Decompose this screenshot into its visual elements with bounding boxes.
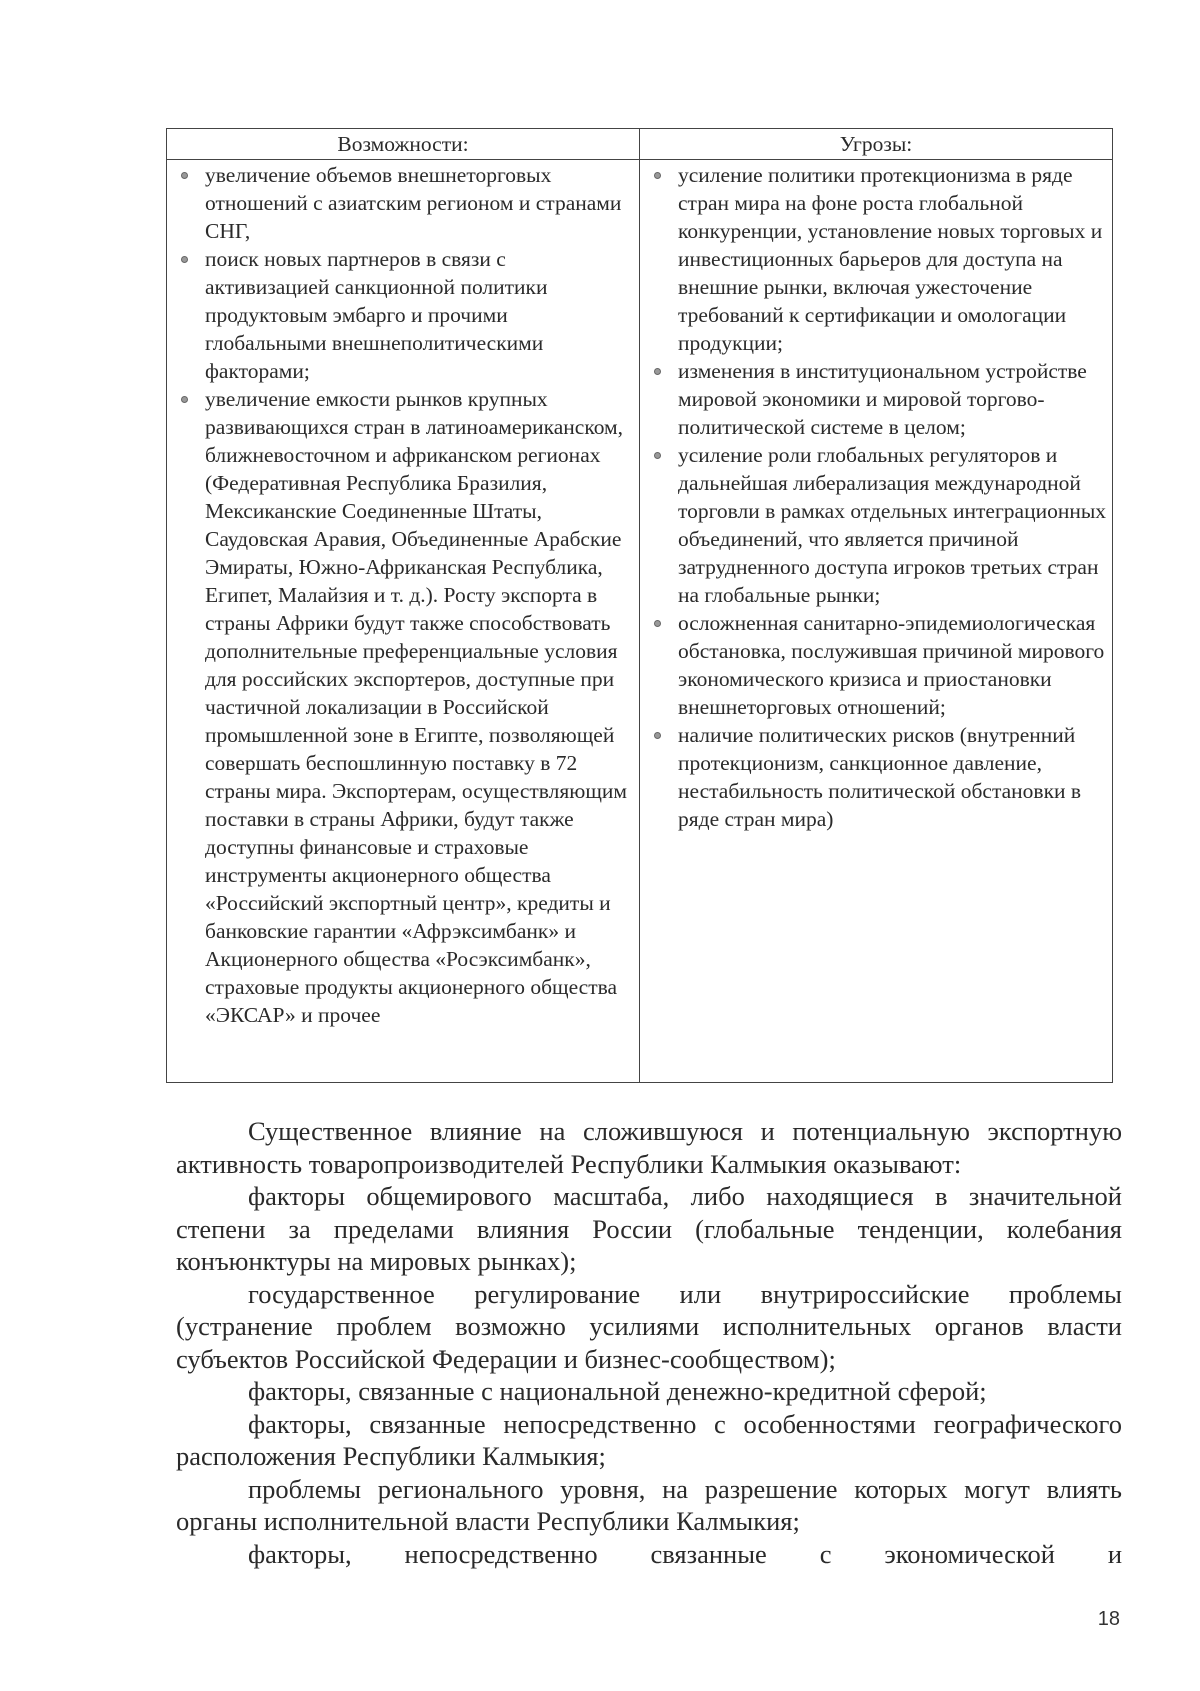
list-item: увеличение емкости рынков крупных развивающихся стран в латиноамериканском, ближневосточном и африканском регионах (Федеративная Республика Бразилия, Мексиканские Соединенные Штаты, Саудовская Аравия, Объединенные Арабские Эмираты, Южно-Африканская Республика, Египет, Малайзия и т. д.). Росту экспорта в страны Африки будут также способствовать дополнительные преференциальные условия для российских экспортеров, доступные при частичной локализации в Российской промышленной зоне в Египте, позволяющей совершать беспошлинную поставку в 72 страны мира. Экспортерам, осуществляющим поставки в страны Африки, будут также доступны финансовые и страховые инструменты акционерного общества «Российский экспортный центр», кредиты и банковские гарантии «Афрэксимбанк» и Акционерного общества «Росэксимбанк», страховые продукты акционерного общества «ЭКСАР» и прочее [205, 385, 631, 1029]
table-body-row [167, 160, 1113, 1083]
page-number: 18 [1097, 1608, 1120, 1630]
threats-header: Угрозы: [640, 129, 1113, 160]
opportunities-header: Возможности: [167, 129, 640, 160]
list-item: наличие политических рисков (внутренний протекционизм, санкционное давление, нестабильность политической обстановки в ряде стран мира) [678, 721, 1108, 833]
bullet-icon [654, 732, 661, 739]
list-item: увеличение объемов внешнеторговых отношений с азиатским регионом и странами СНГ, [205, 161, 631, 245]
opportunities-cell [167, 160, 640, 1083]
body-text [176, 1115, 1122, 1570]
table-header-row [167, 129, 1113, 160]
list-item: поиск новых партнеров в связи с активизацией санкционной политики продуктовым эмбарго и прочими глобальными внешнеполитическими факторами; [205, 245, 631, 385]
paragraph: государственное регулирование или внутрироссийские проблемы (устранение проблем возможно усилиями исполнительных органов власти субъектов Российской Федерации и бизнес-сообществом); [176, 1278, 1122, 1374]
opportunities-list [167, 160, 639, 1029]
bullet-icon [181, 396, 188, 403]
swot-table [166, 128, 1113, 1083]
list-item: изменения в институциональном устройстве мировой экономики и мировой торгово-политической системе в целом; [678, 357, 1108, 441]
bullet-icon [654, 368, 661, 375]
paragraph: Существенное влияние на сложившуюся и потенциальную экспортную активность товаропроизводителей Республики Калмыкия оказывают: [176, 1116, 1122, 1179]
paragraph: факторы общемирового масштаба, либо находящиеся в значительной степени за пределами влияния России (глобальные тенденции, колебания конъюнктуры на мировых рынках); [176, 1181, 1122, 1276]
bullet-icon [654, 172, 661, 179]
bullet-icon [654, 452, 661, 459]
bullet-icon [181, 256, 188, 263]
paragraph: проблемы регионального уровня, на разрешение которых могут влиять органы исполнительной власти Республики Калмыкия; [176, 1473, 1122, 1536]
list-item: осложненная санитарно-эпидемиологическая обстановка, послужившая причиной мирового экономического кризиса и приостановки внешнеторговых отношений; [678, 609, 1108, 721]
list-item: усиление политики протекционизма в ряде стран мира на фоне роста глобальной конкуренции, установление новых торговых и инвестиционных барьеров для доступа на внешние рынки, включая ужесточение требований к сертификации и омологации продукции; [678, 161, 1108, 357]
paragraph: факторы, связанные с национальной денежно-кредитной сферой; [248, 1376, 987, 1406]
paragraph: факторы, связанные непосредственно с особенностями географического расположения Республики Калмыкия; [176, 1408, 1122, 1471]
bullet-icon [181, 172, 188, 179]
threats-list [640, 160, 1112, 833]
threats-cell [640, 160, 1113, 1083]
bullet-icon [654, 620, 661, 627]
list-item: усиление роли глобальных регуляторов и дальнейшая либерализация международной торговли в рамках отдельных интеграционных объединений, что является причиной затрудненного доступа игроков третьих стран на глобальные рынки; [678, 441, 1108, 609]
paragraph: факторы, непосредственно связанные с экономической и [248, 1538, 1122, 1569]
